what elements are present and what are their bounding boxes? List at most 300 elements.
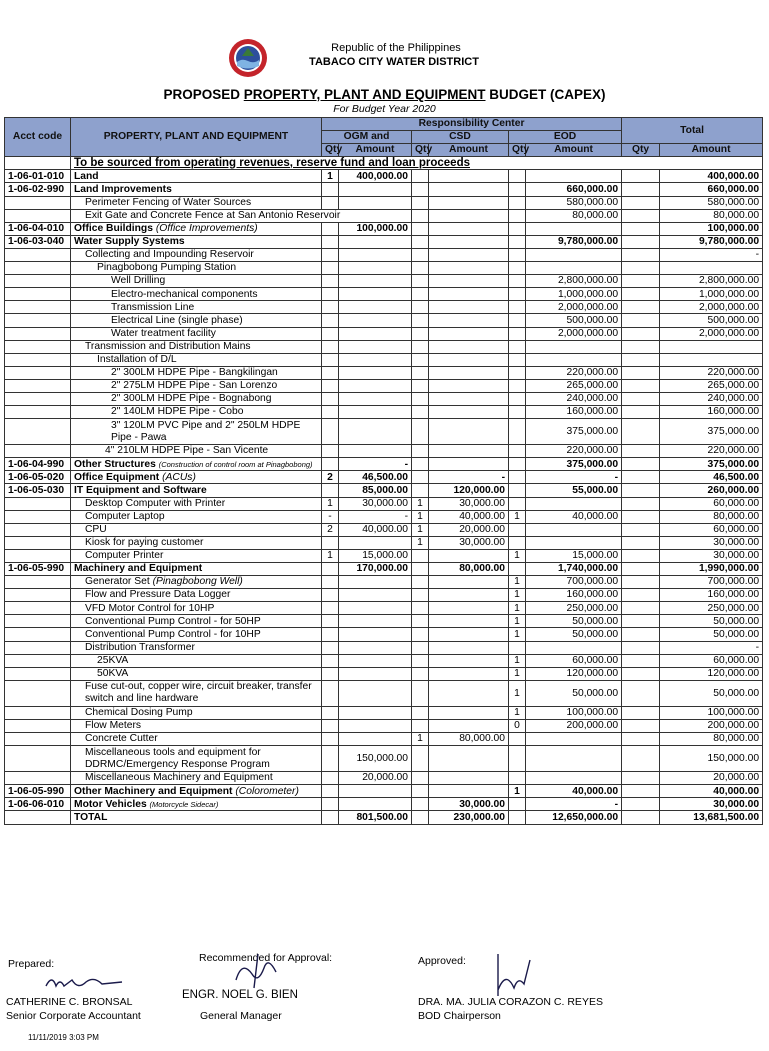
item-name: Water Supply Systems (74, 236, 185, 248)
eod-qty-cell (509, 536, 526, 549)
ogm-qty-cell (322, 379, 339, 392)
eod-amount-cell: 160,000.00 (526, 406, 622, 419)
eod-qty-cell: 1 (509, 576, 526, 589)
csd-qty-cell (412, 667, 429, 680)
ogm-amount-cell (339, 235, 412, 248)
item-name-cell (71, 615, 322, 628)
eod-qty-cell (509, 314, 526, 327)
eod-amount-cell: 55,000.00 (526, 484, 622, 497)
eod-qty-cell (509, 340, 526, 353)
eod-qty-cell (509, 445, 526, 458)
csd-qty-cell (412, 235, 429, 248)
total-amount-cell: 260,000.00 (660, 484, 763, 497)
acct-code-cell (5, 549, 71, 562)
item-name: Distribution Transformer (85, 641, 195, 653)
acct-code-cell (5, 497, 71, 510)
item-name-cell (71, 785, 322, 798)
total-amount-cell: 375,000.00 (660, 419, 763, 445)
total-qty-cell (622, 353, 660, 366)
total-qty-cell (622, 523, 660, 536)
item-name-cell (71, 458, 322, 471)
total-qty-cell (622, 248, 660, 261)
total-qty-cell (622, 549, 660, 562)
ogm-qty-cell (322, 589, 339, 602)
budget-year-subtitle: For Budget Year 2020 (333, 103, 436, 115)
total-qty-cell (622, 641, 660, 654)
total-amount-cell: 30,000.00 (660, 798, 763, 811)
total-amount-cell: 660,000.00 (660, 183, 763, 196)
total-amount-cell: 400,000.00 (660, 170, 763, 183)
total-qty-cell (622, 615, 660, 628)
csd-amount-cell (429, 209, 509, 222)
eod-amount-cell: 50,000.00 (526, 615, 622, 628)
item-name-cell (71, 628, 322, 641)
total-qty-cell (622, 458, 660, 471)
col-acct-code: Acct code (5, 118, 71, 157)
ogm-amount-cell (339, 602, 412, 615)
eod-qty-cell: 1 (509, 615, 526, 628)
acct-code-cell (5, 248, 71, 261)
grand-total-amount: 13,681,500.00 (660, 811, 763, 824)
item-name-cell (71, 445, 322, 458)
eod-amount-cell: - (526, 471, 622, 484)
acct-code-cell (5, 523, 71, 536)
col-csd-amount: Amount (429, 144, 509, 157)
ogm-qty-cell (322, 628, 339, 641)
item-row (5, 549, 763, 562)
ogm-qty-cell (322, 733, 339, 746)
item-name-cell (71, 654, 322, 667)
item-name: Machinery and Equipment (74, 563, 203, 575)
ogm-qty-cell (322, 772, 339, 785)
csd-amount-cell (429, 183, 509, 196)
csd-qty-cell (412, 183, 429, 196)
col-ppe: PROPERTY, PLANT AND EQUIPMENT (71, 118, 322, 157)
item-name-cell (71, 746, 322, 772)
ogm-amount-cell: 400,000.00 (339, 170, 412, 183)
eod-qty-cell (509, 248, 526, 261)
item-name: Electrical Line (single phase) (111, 314, 243, 326)
total-qty-cell (622, 471, 660, 484)
ogm-amount-cell (339, 445, 412, 458)
csd-qty-cell (412, 222, 429, 235)
total-amount-cell: 40,000.00 (660, 785, 763, 798)
csd-amount-cell (429, 353, 509, 366)
item-row (5, 288, 763, 301)
item-note: (Pinagbobong Well) (152, 576, 243, 588)
csd-qty-cell (412, 746, 429, 772)
ogm-qty-cell (322, 301, 339, 314)
item-row (5, 733, 763, 746)
acct-code-cell (5, 576, 71, 589)
item-name-cell (71, 798, 322, 811)
csd-amount-cell (429, 719, 509, 732)
csd-qty-cell (412, 549, 429, 562)
total-amount-cell: 240,000.00 (660, 392, 763, 405)
csd-amount-cell (429, 641, 509, 654)
item-name-cell (71, 314, 322, 327)
ogm-qty-cell (322, 536, 339, 549)
item-name-cell (71, 733, 322, 746)
item-name: Perimeter Fencing of Water Sources (85, 196, 252, 208)
csd-qty-cell (412, 576, 429, 589)
item-name-cell (71, 392, 322, 405)
total-amount-cell: 100,000.00 (660, 706, 763, 719)
item-name: Pinagbobong Pumping Station (97, 262, 237, 274)
approved-signature (488, 950, 538, 1000)
item-name-cell (71, 170, 322, 183)
ogm-qty-cell (322, 222, 339, 235)
csd-qty-cell (412, 327, 429, 340)
csd-qty-cell (412, 563, 429, 576)
eod-qty-cell: 1 (509, 549, 526, 562)
csd-qty-cell (412, 196, 429, 209)
col-eod-amount: Amount (526, 144, 622, 157)
total-eod-amount: 12,650,000.00 (526, 811, 622, 824)
csd-qty-cell (412, 275, 429, 288)
item-name-cell (71, 719, 322, 732)
item-name-cell (71, 366, 322, 379)
eod-qty-cell (509, 183, 526, 196)
item-row (5, 615, 763, 628)
eod-amount-cell: 40,000.00 (526, 785, 622, 798)
total-ogm-amount: 801,500.00 (339, 811, 412, 824)
eod-qty-cell (509, 497, 526, 510)
total-amount-cell: - (660, 248, 763, 261)
eod-qty-cell (509, 327, 526, 340)
csd-amount-cell (429, 248, 509, 261)
account-row (5, 170, 763, 183)
eod-amount-cell (526, 536, 622, 549)
eod-qty-cell: 1 (509, 628, 526, 641)
print-timestamp: 11/11/2019 3:03 PM (28, 1033, 99, 1042)
acct-code-cell: 1-06-05-990 (5, 563, 71, 576)
total-qty-cell (622, 392, 660, 405)
item-row (5, 262, 763, 275)
ogm-amount-cell (339, 615, 412, 628)
total-qty-cell (622, 654, 660, 667)
item-name: Conventional Pump Control - for 10HP (85, 628, 261, 640)
ogm-qty-cell: 2 (322, 523, 339, 536)
eod-amount-cell: 80,000.00 (526, 209, 622, 222)
ogm-qty-cell (322, 366, 339, 379)
ogm-qty-cell (322, 680, 339, 706)
item-row (5, 641, 763, 654)
acct-code-cell (5, 262, 71, 275)
ogm-amount-cell (339, 406, 412, 419)
total-qty-cell (622, 379, 660, 392)
ogm-qty-cell (322, 262, 339, 275)
csd-amount-cell (429, 589, 509, 602)
total-qty-cell (622, 235, 660, 248)
ogm-amount-cell (339, 628, 412, 641)
ogm-qty-cell (322, 327, 339, 340)
total-amount-cell: 100,000.00 (660, 222, 763, 235)
account-row (5, 484, 763, 497)
total-qty-cell (622, 563, 660, 576)
acct-code-cell: 1-06-06-010 (5, 798, 71, 811)
ogm-amount-cell: 15,000.00 (339, 549, 412, 562)
col-eod: EOD (509, 131, 622, 144)
csd-qty-cell (412, 615, 429, 628)
ogm-amount-cell (339, 654, 412, 667)
approved-label: Approved: (418, 955, 466, 967)
acct-code-cell (5, 654, 71, 667)
ogm-qty-cell (322, 654, 339, 667)
acct-code-cell (5, 353, 71, 366)
item-name: 3" 120LM PVC Pipe and 2" 250LM HDPE Pipe - Pawa (111, 419, 301, 443)
total-row (5, 811, 763, 824)
item-name: Concrete Cutter (85, 733, 158, 745)
total-qty-cell (622, 196, 660, 209)
ogm-amount-cell (339, 392, 412, 405)
item-name-cell (71, 235, 322, 248)
prepared-title: Senior Corporate Accountant (6, 1010, 141, 1022)
total-amount-cell: 9,780,000.00 (660, 235, 763, 248)
ogm-amount-cell (339, 667, 412, 680)
item-name: IT Equipment and Software (74, 484, 207, 496)
csd-qty-cell (412, 602, 429, 615)
acct-code-cell (5, 772, 71, 785)
total-qty-cell (622, 628, 660, 641)
acct-code-cell (5, 392, 71, 405)
item-row (5, 497, 763, 510)
item-name: VFD Motor Control for 10HP (85, 602, 215, 614)
total-amount-cell (660, 353, 763, 366)
ogm-amount-cell: 30,000.00 (339, 497, 412, 510)
total-amount-cell (660, 262, 763, 275)
ogm-qty-cell (322, 353, 339, 366)
eod-qty-cell (509, 392, 526, 405)
ogm-qty-cell: 1 (322, 497, 339, 510)
item-row (5, 510, 763, 523)
eod-amount-cell: 50,000.00 (526, 680, 622, 706)
acct-code-cell (5, 628, 71, 641)
ogm-amount-cell (339, 183, 412, 196)
account-row (5, 471, 763, 484)
acct-code-cell: 1-06-05-020 (5, 471, 71, 484)
csd-amount-cell (429, 170, 509, 183)
recommended-name: ENGR. NOEL G. BIEN (182, 989, 298, 1001)
eod-qty-cell (509, 235, 526, 248)
item-row (5, 680, 763, 706)
total-amount-cell: 20,000.00 (660, 772, 763, 785)
ogm-amount-cell (339, 327, 412, 340)
acct-code-cell (5, 340, 71, 353)
eod-qty-cell (509, 379, 526, 392)
csd-qty-cell (412, 589, 429, 602)
eod-qty-cell (509, 353, 526, 366)
item-row (5, 772, 763, 785)
ogm-amount-cell: - (339, 458, 412, 471)
item-name-cell (71, 183, 322, 196)
total-qty-cell (622, 262, 660, 275)
acct-code-cell (5, 445, 71, 458)
account-row (5, 458, 763, 471)
republic-line: Republic of the Philippines (331, 42, 461, 54)
csd-amount-cell: 20,000.00 (429, 523, 509, 536)
acct-code-cell (5, 746, 71, 772)
csd-qty-cell (412, 628, 429, 641)
item-note: (Construction of control room at Pinagbobong) (158, 459, 313, 469)
csd-amount-cell (429, 288, 509, 301)
ogm-amount-cell (339, 719, 412, 732)
item-row (5, 628, 763, 641)
eod-qty-cell (509, 222, 526, 235)
eod-amount-cell: 660,000.00 (526, 183, 622, 196)
total-qty-cell (622, 536, 660, 549)
acct-code-cell (5, 327, 71, 340)
item-name-cell (71, 340, 322, 353)
csd-amount-cell (429, 576, 509, 589)
col-csd-qty: Qty (412, 144, 429, 157)
item-row (5, 209, 763, 222)
eod-amount-cell: 580,000.00 (526, 196, 622, 209)
acct-code-cell (5, 301, 71, 314)
total-qty-cell (622, 301, 660, 314)
ogm-amount-cell (339, 785, 412, 798)
item-name: Well Drilling (111, 275, 166, 287)
ogm-qty-cell (322, 196, 339, 209)
total-amount-cell: 80,000.00 (660, 209, 763, 222)
ogm-qty-cell (322, 563, 339, 576)
acct-code-cell (5, 419, 71, 445)
eod-amount-cell: 700,000.00 (526, 576, 622, 589)
ogm-qty-cell (322, 340, 339, 353)
acct-code-cell (5, 706, 71, 719)
eod-amount-cell: 220,000.00 (526, 445, 622, 458)
item-name-cell (71, 379, 322, 392)
total-amount-cell: 50,000.00 (660, 615, 763, 628)
total-amount-cell: 60,000.00 (660, 497, 763, 510)
eod-qty-cell (509, 170, 526, 183)
item-row (5, 523, 763, 536)
csd-amount-cell (429, 602, 509, 615)
eod-qty-cell: 1 (509, 589, 526, 602)
item-name-cell (71, 563, 322, 576)
item-name-cell (71, 510, 322, 523)
eod-amount-cell (526, 170, 622, 183)
capex-table (4, 117, 763, 825)
acct-code-cell: 1-06-02-990 (5, 183, 71, 196)
total-qty-cell (622, 445, 660, 458)
eod-amount-cell: 50,000.00 (526, 628, 622, 641)
total-amount-cell: 50,000.00 (660, 628, 763, 641)
account-row (5, 563, 763, 576)
item-row (5, 706, 763, 719)
item-row (5, 667, 763, 680)
acct-code-cell (5, 589, 71, 602)
csd-qty-cell (412, 392, 429, 405)
ogm-qty-cell (322, 419, 339, 445)
eod-qty-cell (509, 484, 526, 497)
ogm-qty-cell (322, 445, 339, 458)
csd-amount-cell (429, 327, 509, 340)
csd-qty-cell (412, 314, 429, 327)
funding-source-note: To be sourced from operating revenues, reserve fund and loan proceeds (71, 157, 763, 170)
csd-qty-cell: 1 (412, 510, 429, 523)
total-qty-cell (622, 314, 660, 327)
item-name: Transmission Line (111, 301, 195, 313)
ogm-amount-cell: 85,000.00 (339, 484, 412, 497)
csd-qty-cell (412, 654, 429, 667)
csd-amount-cell: 80,000.00 (429, 563, 509, 576)
item-name: 2" 275LM HDPE Pipe - San Lorenzo (111, 380, 278, 392)
total-amount-cell: 80,000.00 (660, 733, 763, 746)
eod-amount-cell: 100,000.00 (526, 706, 622, 719)
total-qty-cell (622, 327, 660, 340)
csd-qty-cell (412, 641, 429, 654)
item-name: Office Equipment (74, 471, 160, 483)
total-qty-cell (622, 719, 660, 732)
eod-amount-cell (526, 497, 622, 510)
total-amount-cell: 60,000.00 (660, 654, 763, 667)
item-name-cell (71, 262, 322, 275)
total-qty-cell (622, 170, 660, 183)
csd-qty-cell (412, 301, 429, 314)
eod-qty-cell: 1 (509, 667, 526, 680)
total-csd-amount: 230,000.00 (429, 811, 509, 824)
item-name-cell (71, 484, 322, 497)
item-name-cell (71, 196, 322, 209)
eod-qty-cell: 1 (509, 680, 526, 706)
prepared-label: Prepared: (8, 958, 55, 970)
ogm-qty-cell (322, 785, 339, 798)
eod-amount-cell: 60,000.00 (526, 654, 622, 667)
item-name: Fuse cut-out, copper wire, circuit breaker, transfer switch and line hardware (85, 681, 312, 705)
ogm-qty-cell: 1 (322, 170, 339, 183)
eod-qty-cell (509, 406, 526, 419)
total-qty-cell (622, 785, 660, 798)
eod-amount-cell: - (526, 798, 622, 811)
account-row (5, 222, 763, 235)
item-row (5, 340, 763, 353)
ogm-amount-cell (339, 366, 412, 379)
eod-qty-cell: 1 (509, 602, 526, 615)
eod-qty-cell (509, 641, 526, 654)
total-amount-cell: 150,000.00 (660, 746, 763, 772)
item-name: Transmission and Distribution Mains (85, 340, 251, 352)
item-name-cell (71, 497, 322, 510)
eod-amount-cell: 200,000.00 (526, 719, 622, 732)
approved-title: BOD Chairperson (418, 1010, 501, 1022)
item-name: Computer Printer (85, 550, 164, 562)
total-amount-cell: 220,000.00 (660, 445, 763, 458)
item-note: (Motorcycle Sidecar) (149, 799, 219, 809)
eod-amount-cell (526, 340, 622, 353)
acct-code-cell (5, 366, 71, 379)
item-name: Land (74, 170, 99, 182)
csd-qty-cell: 1 (412, 497, 429, 510)
total-amount-cell: 50,000.00 (660, 680, 763, 706)
csd-qty-cell (412, 785, 429, 798)
ogm-amount-cell (339, 288, 412, 301)
item-row (5, 602, 763, 615)
item-name-cell (71, 353, 322, 366)
csd-qty-cell (412, 379, 429, 392)
account-row (5, 235, 763, 248)
eod-amount-cell: 160,000.00 (526, 589, 622, 602)
total-qty-cell (622, 772, 660, 785)
item-row (5, 366, 763, 379)
csd-qty-cell (412, 719, 429, 732)
ogm-qty-cell (322, 484, 339, 497)
acct-code-cell (5, 733, 71, 746)
prepared-name: CATHERINE C. BRONSAL (6, 996, 133, 1008)
ogm-amount-cell (339, 419, 412, 445)
csd-amount-cell (429, 549, 509, 562)
ogm-qty-cell (322, 719, 339, 732)
